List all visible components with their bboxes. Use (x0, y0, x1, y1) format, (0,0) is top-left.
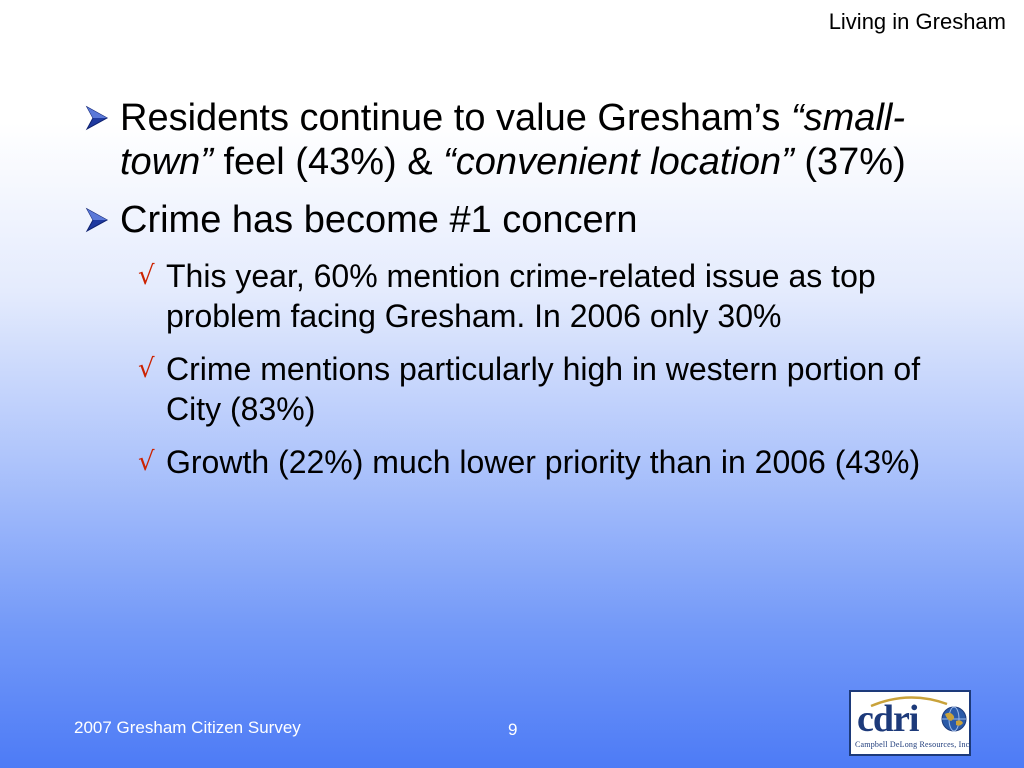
globe-icon (941, 706, 967, 732)
bullet-text-part: Residents continue to value Gresham’s (120, 97, 791, 139)
sub-bullet-item (82, 442, 962, 482)
check-marker-icon: √ (138, 261, 155, 291)
sub-bullet-text: Growth (22%) much lower priority than in 2006 (43%) (166, 444, 921, 480)
header-title: Living in Gresham (828, 9, 1006, 34)
sub-bullet-item (82, 256, 962, 336)
bullet-text-quote-small-town: “small-town” (120, 97, 905, 183)
bullet-text: Crime has become #1 concern (120, 199, 638, 241)
bullet-text (120, 97, 906, 183)
arrow-bullet-icon (84, 105, 110, 131)
logo-letters: cdri (857, 698, 919, 740)
bullet-text-quote-convenient-location: “convenient location” (443, 141, 794, 183)
bullet-text-part: (37%) (793, 141, 906, 183)
footer-survey-title: 2007 Gresham Citizen Survey (74, 718, 301, 737)
arrow-bullet-icon (84, 207, 110, 233)
sub-bullet-text: Crime mentions particularly high in western portion of City (83%) (166, 351, 921, 427)
bullet-item-crime (82, 198, 962, 242)
bullet-text-part: feel (43%) & (212, 141, 444, 183)
bullet-item-values (82, 96, 962, 184)
sub-bullet-text: This year, 60% mention crime-related issue as top problem facing Gresham. In 2006 only 30% (166, 258, 876, 334)
slide-body (82, 96, 962, 495)
sub-bullet-item (82, 349, 962, 429)
cdri-logo (849, 690, 971, 756)
page-number: 9 (508, 720, 518, 739)
logo-subtitle: Campbell DeLong Resources, Inc. (855, 740, 972, 749)
check-marker-icon: √ (138, 447, 155, 477)
check-marker-icon: √ (138, 354, 155, 384)
